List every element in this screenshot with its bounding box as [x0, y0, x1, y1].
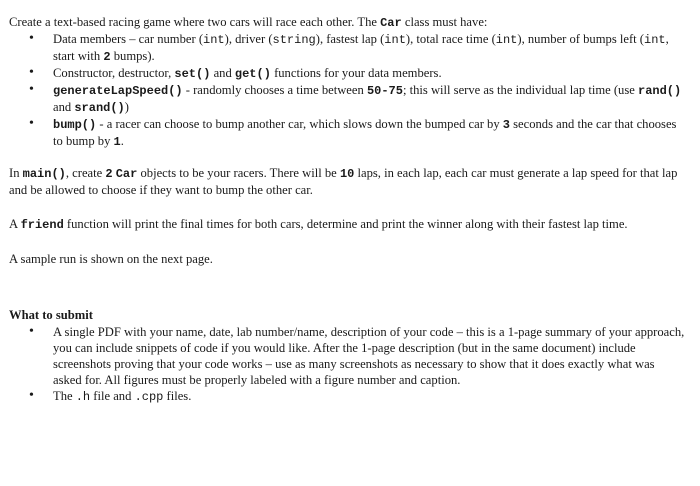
code-car: Car	[115, 167, 138, 181]
code-int: int	[644, 33, 666, 47]
what-to-submit-heading: What to submit	[9, 308, 93, 322]
intro-text-b: class must have:	[401, 15, 488, 29]
list-item-generate-lap-speed	[9, 82, 685, 116]
code-int: int	[384, 33, 406, 47]
text: function will print the final times for both cars, determine and print the winner along with their fastest lap time.	[63, 217, 628, 231]
code-number: 10	[339, 167, 355, 181]
text: - randomly chooses a time between	[182, 83, 367, 97]
text: file and	[90, 389, 135, 403]
text: A	[9, 217, 21, 231]
text: and	[53, 100, 75, 114]
text: - a racer can choose to bump another car, which slows down the bumped car by	[96, 117, 503, 131]
intro-text-a: Create a text-based racing game where two cars will race each other. The	[9, 15, 381, 29]
code-friend: friend	[20, 218, 64, 232]
car-class-requirements-list	[9, 31, 685, 150]
code-string: string	[272, 33, 316, 47]
text: laps, in each lap, each car must generate a lap speed for that lap and be allowed to choose if they want to bump the other car.	[9, 166, 678, 197]
list-item-pdf: • A single PDF with your name, date, lab number/name, description of your code – this is a 1-page summary of your approach, you can include snippets of code if you would like. After the 1-page description (but in the same document) include screenshots proving that your code works – use as many screenshots as necessary to show that it does exactly what was asked for. All figures must be properly labeled with a figure number and caption.	[9, 324, 685, 388]
text: .	[120, 134, 124, 148]
code-int: int	[203, 33, 225, 47]
submission-list	[9, 324, 685, 405]
code-int: int	[495, 33, 518, 47]
list-item-constructor	[9, 65, 685, 82]
text: and	[210, 66, 235, 80]
text: ), total race time (	[405, 32, 496, 46]
list-item-source-files	[9, 388, 685, 405]
code-set: set()	[174, 67, 211, 81]
list-item-bump	[9, 116, 685, 150]
text: In	[9, 166, 23, 180]
text: ), number of bumps left (	[517, 32, 644, 46]
intro-paragraph	[9, 14, 685, 31]
code-srand: srand()	[74, 101, 125, 115]
text: functions for your data members.	[270, 66, 442, 80]
code-bump: bump()	[53, 118, 97, 132]
sample-run-note: A sample run is shown on the next page.	[9, 252, 213, 266]
text: Data members – car number (	[53, 32, 204, 46]
code-h-extension: .h	[75, 390, 91, 404]
code-number: 2	[103, 50, 111, 64]
code-cpp-extension: .cpp	[134, 390, 164, 404]
text: seconds and the car that chooses to bump by	[53, 117, 677, 148]
text: The	[53, 389, 76, 403]
text: objects to be your racers. There will be	[137, 166, 340, 180]
text: bumps).	[110, 49, 155, 63]
car-class-code: Car	[380, 16, 402, 30]
code-generate-lap-speed: generateLapSpeed()	[53, 84, 183, 98]
text: ), driver (	[224, 32, 273, 46]
text: ), fastest lap (	[315, 32, 385, 46]
code-get: get()	[234, 67, 271, 81]
code-rand: rand()	[638, 84, 682, 98]
list-item-data-members	[9, 31, 685, 65]
code-number: 3	[502, 118, 510, 132]
text: , create	[65, 166, 106, 180]
text: ; this will serve as the individual lap time (use	[402, 83, 638, 97]
code-number: 2	[105, 167, 113, 181]
code-main: main()	[22, 167, 66, 181]
friend-paragraph	[9, 216, 685, 233]
code-range: 50-75	[366, 84, 403, 98]
text: , start with	[53, 32, 669, 63]
assignment-page	[9, 14, 685, 405]
main-paragraph	[9, 165, 685, 198]
code-number: 1	[113, 135, 121, 149]
text: )	[124, 100, 129, 114]
text: files.	[163, 389, 192, 403]
text: Constructor, destructor,	[53, 66, 175, 80]
